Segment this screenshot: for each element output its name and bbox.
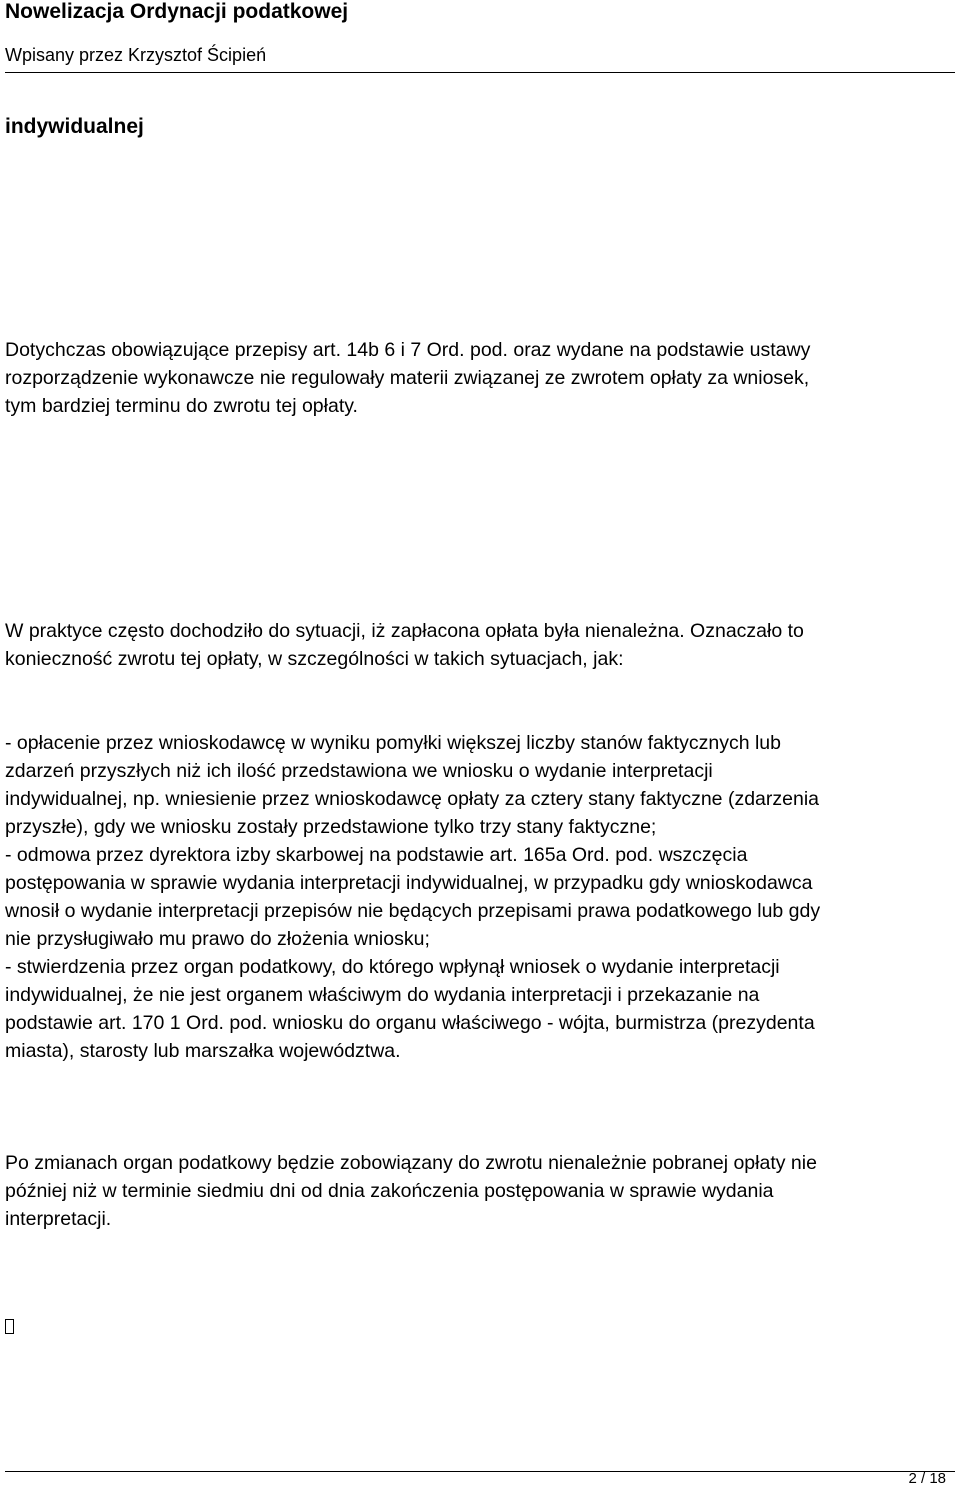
paragraph-examples-list — [5, 729, 955, 1065]
text-line: - stwierdzenia przez organ podatkowy, do którego wpłynął wniosek o wydanie interpretacji — [5, 956, 780, 978]
text-line: interpretacji. — [5, 1208, 112, 1230]
text-line: indywidualnej, np. wniesienie przez wnioskodawcę opłaty za cztery stany faktyczne (zdarzenia — [5, 788, 819, 810]
text-line: konieczność zwrotu tej opłaty, w szczególności w takich sytuacjach, jak: — [5, 648, 624, 670]
paragraph-previous-rules — [5, 336, 955, 420]
text-line: zdarzeń przyszłych niż ich ilość przedstawiona we wniosku o wydanie interpretacji — [5, 760, 713, 782]
text-line: przyszłe), gdy we wniosku zostały przedstawione tylko trzy stany faktyczne; — [5, 816, 657, 838]
missing-glyph-icon — [5, 1319, 14, 1334]
footer-divider — [5, 1471, 955, 1472]
text-line: indywidualnej, że nie jest organem właściwym do wydania interpretacji i przekazanie na — [5, 984, 760, 1006]
text-line: wnosił o wydanie interpretacji przepisów nie będących przepisami prawa podatkowego lub gdy — [5, 900, 821, 922]
text-line: miasta), starosty lub marszałka województwa. — [5, 1040, 401, 1062]
document-title: Nowelizacja Ordynacji podatkowej — [5, 0, 349, 23]
paragraph-after-changes — [5, 1149, 955, 1233]
text-line: podstawie art. 170 1 Ord. pod. wniosku do organu właściwego - wójta, burmistrza (prezydenta — [5, 1012, 815, 1034]
text-line: Po zmianach organ podatkowy będzie zobowiązany do zwrotu nienależnie pobranej opłaty nie — [5, 1152, 817, 1174]
page-number: 2 / 18 — [908, 1470, 946, 1487]
text-line: postępowania w sprawie wydania interpretacji indywidualnej, w przypadku gdy wnioskodawca — [5, 872, 813, 894]
text-line: - odmowa przez dyrektora izby skarbowej na podstawie art. 165a Ord. pod. wszczęcia — [5, 844, 748, 866]
paragraph-practice — [5, 617, 955, 673]
text-line: później niż w terminie siedmiu dni od dnia zakończenia postępowania w sprawie wydania — [5, 1180, 774, 1202]
text-line: Dotychczas obowiązujące przepisy art. 14b 6 i 7 Ord. pod. oraz wydane na podstawie ustawy — [5, 339, 811, 361]
header-divider — [5, 72, 955, 73]
author-line: Wpisany przez Krzysztof Ścipień — [5, 45, 267, 65]
text-line: - opłacenie przez wnioskodawcę w wyniku pomyłki większej liczby stanów faktycznych lub — [5, 732, 781, 754]
text-line: rozporządzenie wykonawcze nie regulowały materii związanej ze zwrotem opłaty za wniosek, — [5, 367, 810, 389]
text-line: tym bardziej terminu do zwrotu tej opłaty. — [5, 395, 358, 417]
section-heading: indywidualnej — [5, 115, 144, 138]
text-line: nie przysługiwało mu prawo do złożenia wniosku; — [5, 928, 430, 950]
text-line: W praktyce często dochodziło do sytuacji, iż zapłacona opłata była nienależna. Oznaczało to — [5, 620, 804, 642]
